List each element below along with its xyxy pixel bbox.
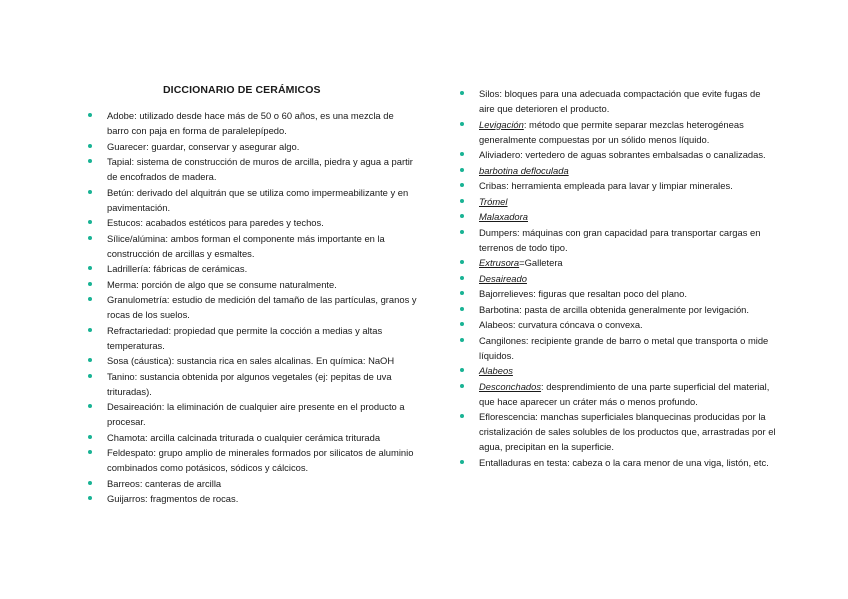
definition-text: acabados estéticos para paredes y techos. xyxy=(145,217,324,228)
definition-text: desprendimiento de una parte superficial del material, que hace aparecer un cráter más o menos profundo. xyxy=(479,380,770,407)
term: barbotina defloculada xyxy=(479,164,569,176)
bullet-icon xyxy=(460,168,464,172)
term-separator: : xyxy=(145,431,151,443)
term: Adobe xyxy=(107,110,135,121)
term: Guarecer xyxy=(107,140,147,152)
definition-item xyxy=(460,317,778,332)
definition-item xyxy=(88,261,418,276)
bullet-icon xyxy=(460,152,464,156)
term: Barreos xyxy=(107,477,140,489)
term: Desconchados xyxy=(479,380,542,392)
definition-text: propiedad que permite la cocción a medias y altas temperaturas. xyxy=(107,324,383,351)
term-separator: : xyxy=(146,140,152,152)
bullet-icon xyxy=(88,190,92,194)
term-separator: : xyxy=(134,110,140,121)
term: Estucos xyxy=(107,217,141,228)
bullet-icon xyxy=(88,159,92,163)
bullet-icon xyxy=(460,460,464,464)
definition-item xyxy=(460,147,778,162)
term: Levigación xyxy=(479,118,524,130)
definition-item xyxy=(88,154,418,184)
term-separator: : xyxy=(541,380,547,392)
definition-text: canteras de arcilla xyxy=(145,477,222,489)
term-separator: : xyxy=(145,493,151,504)
definition-item xyxy=(88,215,418,230)
bullet-icon xyxy=(88,220,92,224)
definition-item xyxy=(88,445,418,475)
bullet-icon xyxy=(460,199,464,203)
definition-item xyxy=(460,363,778,378)
term-separator: : xyxy=(139,477,146,489)
definition-item xyxy=(88,139,418,154)
definition-item xyxy=(460,271,778,286)
right-definition-list xyxy=(460,86,778,470)
bullet-icon xyxy=(88,297,92,301)
bullet-icon xyxy=(88,358,92,362)
bullet-icon xyxy=(88,266,92,270)
definition-item xyxy=(88,353,418,368)
term-separator: : xyxy=(533,288,539,299)
term: Trómel xyxy=(479,195,508,207)
definition-text: guardar, conservar y asegurar algo. xyxy=(151,140,300,152)
term-separator: : xyxy=(519,303,525,315)
definition-item xyxy=(88,185,418,215)
definition-text: grupo amplio de minerales formados por silicatos de aluminio combinados como potásicos, sódicos y cálcicos. xyxy=(107,447,414,473)
definition-text: ambos forman el componente más importante en la construcción de arcillas y esmaltes. xyxy=(107,232,385,259)
definition-text: fábricas de cerámicas. xyxy=(153,263,248,274)
definition-item xyxy=(460,286,778,301)
term: Betún xyxy=(107,186,132,198)
bullet-icon xyxy=(460,322,464,326)
definition-text: cabeza o la cara menor de una viga, listón, etc. xyxy=(572,456,769,468)
term: Desaireado xyxy=(479,272,527,284)
term-separator: : xyxy=(499,88,505,99)
term: Cribas xyxy=(479,180,507,191)
definition-item xyxy=(88,108,418,138)
bullet-icon xyxy=(88,481,92,485)
term-separator: : xyxy=(153,447,159,458)
bullet-icon xyxy=(460,368,464,372)
bullet-icon xyxy=(460,214,464,218)
definition-item xyxy=(88,323,418,353)
left-definition-list xyxy=(88,108,418,507)
term: Aliviadero xyxy=(479,149,521,160)
term: Bajorrelieves xyxy=(479,288,534,299)
term-separator: = xyxy=(519,257,525,268)
term-separator: : xyxy=(525,334,532,346)
definition-item xyxy=(460,225,778,255)
definition-text: máquinas con gran capacidad para transportar cargas en terrenos de todo tipo. xyxy=(479,226,761,253)
term-separator: : xyxy=(148,263,154,274)
term: Tanino xyxy=(107,370,135,382)
definition-item xyxy=(88,369,418,399)
definition-text: porción de algo que se consume naturalmente. xyxy=(141,278,337,290)
term: Eflorescencia xyxy=(479,411,536,422)
term: Tapial xyxy=(107,156,132,167)
bullet-icon xyxy=(88,328,92,332)
definition-text: sustancia obtenida por algunos vegetales (ej: pepitas de uva trituradas). xyxy=(107,370,392,397)
definition-text: arcilla calcinada triturada o cualquier cerámica triturada xyxy=(150,431,381,443)
term: Cangilones xyxy=(479,334,526,346)
definition-item xyxy=(88,231,418,261)
term: Alabeos xyxy=(479,365,513,376)
definition-text: vertedero de aguas sobrantes embalsadas o canalizadas. xyxy=(525,149,766,160)
term: Ladrillería xyxy=(107,263,149,274)
bullet-icon xyxy=(460,183,464,187)
term-separator: : xyxy=(134,370,140,382)
bullet-icon xyxy=(88,374,92,378)
term: Granulometría xyxy=(107,294,167,305)
bullet-icon xyxy=(460,291,464,295)
definition-text: curvatura cóncava o convexa. xyxy=(518,319,643,330)
term-separator: : xyxy=(512,319,519,330)
term-separator: : xyxy=(506,180,512,191)
bullet-icon xyxy=(88,450,92,454)
term-separator: : xyxy=(535,411,541,422)
definition-text: Galletera xyxy=(524,257,563,268)
definition-item xyxy=(460,117,778,147)
definition-item xyxy=(88,430,418,445)
bullet-icon xyxy=(88,113,92,117)
term: Entalladuras en testa xyxy=(479,456,568,468)
definition-text: bloques para una adecuada compactación que evite fugas de aire que deterioren el producto. xyxy=(479,88,761,114)
definition-text: sistema de construcción de muros de arcilla, piedra y agua a partir de encofrados de madera. xyxy=(107,156,413,182)
term: Dumpers xyxy=(479,226,518,238)
definition-item xyxy=(460,409,778,454)
term: Extrusora xyxy=(479,257,520,268)
term: Alabeos xyxy=(479,319,513,330)
bullet-icon xyxy=(88,496,92,500)
definition-item xyxy=(460,302,778,317)
definition-item xyxy=(88,292,418,322)
definition-item xyxy=(88,277,418,292)
definition-text: derivado del alquitrán que se utiliza como impermeabilizante y en pavimentación. xyxy=(107,186,409,213)
bullet-icon xyxy=(460,307,464,311)
definition-item xyxy=(88,476,418,491)
definition-text: pasta de arcilla obtenida generalmente por levigación. xyxy=(524,303,749,315)
term: Chamota xyxy=(107,431,146,443)
term-separator: : xyxy=(171,355,177,366)
term: Desaireación xyxy=(107,401,162,412)
definition-text: fragmentos de rocas. xyxy=(150,493,239,504)
bullet-icon xyxy=(88,236,92,240)
definition-item xyxy=(460,333,778,363)
term: Refractariedad xyxy=(107,324,169,336)
term-separator: : xyxy=(523,118,530,130)
term-separator: : xyxy=(517,226,523,238)
bullet-icon xyxy=(460,91,464,95)
bullet-icon xyxy=(88,282,92,286)
definition-text: método que permite separar mezclas heterogéneas generalmente compuestas por un sólido menos líquido. xyxy=(479,118,744,145)
definition-item xyxy=(460,379,778,409)
bullet-icon xyxy=(460,260,464,264)
bullet-icon xyxy=(460,338,464,342)
definition-text: la eliminación de cualquier aire presente en el producto a procesar. xyxy=(107,401,405,427)
term: Malaxadora xyxy=(479,211,528,222)
term-separator: : xyxy=(161,401,167,412)
term-separator: : xyxy=(166,294,173,305)
definition-item xyxy=(460,194,778,209)
page-title: DICCIONARIO DE CERÁMICOS xyxy=(163,84,321,96)
term-separator: : xyxy=(165,232,171,244)
term: Barbotina xyxy=(479,303,520,315)
definition-text: herramienta empleada para lavar y limpiar minerales. xyxy=(511,180,733,191)
term-separator: : xyxy=(168,324,174,336)
term: Sílice/alúmina xyxy=(107,232,166,244)
definition-item xyxy=(460,163,778,178)
definition-text: figuras que resaltan poco del plano. xyxy=(538,288,687,299)
term: Merma xyxy=(107,278,137,290)
term: Guijarros xyxy=(107,493,146,504)
bullet-icon xyxy=(460,384,464,388)
term-separator: : xyxy=(520,149,526,160)
definition-text: utilizado desde hace más de 50 o 60 años, es una mezcla de barro con paja en forma de paralelepípedo. xyxy=(107,110,394,136)
bullet-icon xyxy=(460,230,464,234)
term-separator: : xyxy=(131,186,137,198)
bullet-icon xyxy=(460,122,464,126)
term: Silos xyxy=(479,88,500,99)
definition-text: recipiente grande de barro o metal que transporta o mide líquidos. xyxy=(479,334,769,361)
term: Feldespato xyxy=(107,447,154,458)
term-separator: : xyxy=(131,156,137,167)
bullet-icon xyxy=(460,276,464,280)
definition-item xyxy=(460,255,778,270)
definition-text: manchas superficiales blanquecinas producidas por la cristalización de sales solubles de los productos que, arrastradas por el agua, precipitan en la superficie. xyxy=(479,411,776,452)
term: Sosa (cáustica) xyxy=(107,355,172,366)
definition-item xyxy=(460,178,778,193)
bullet-icon xyxy=(88,144,92,148)
definition-item xyxy=(88,491,418,506)
term-separator: : xyxy=(136,278,142,290)
bullet-icon xyxy=(88,404,92,408)
bullet-icon xyxy=(88,435,92,439)
definition-item xyxy=(460,209,778,224)
definition-item xyxy=(88,399,418,429)
term-separator: : xyxy=(567,456,573,468)
definition-item xyxy=(460,86,778,116)
definition-item xyxy=(460,455,778,470)
definition-text: sustancia rica en sales alcalinas. En química: NaOH xyxy=(176,355,395,366)
term-separator: : xyxy=(140,217,146,228)
bullet-icon xyxy=(460,414,464,418)
definition-text: estudio de medición del tamaño de las partículas, granos y rocas de los suelos. xyxy=(107,294,417,320)
